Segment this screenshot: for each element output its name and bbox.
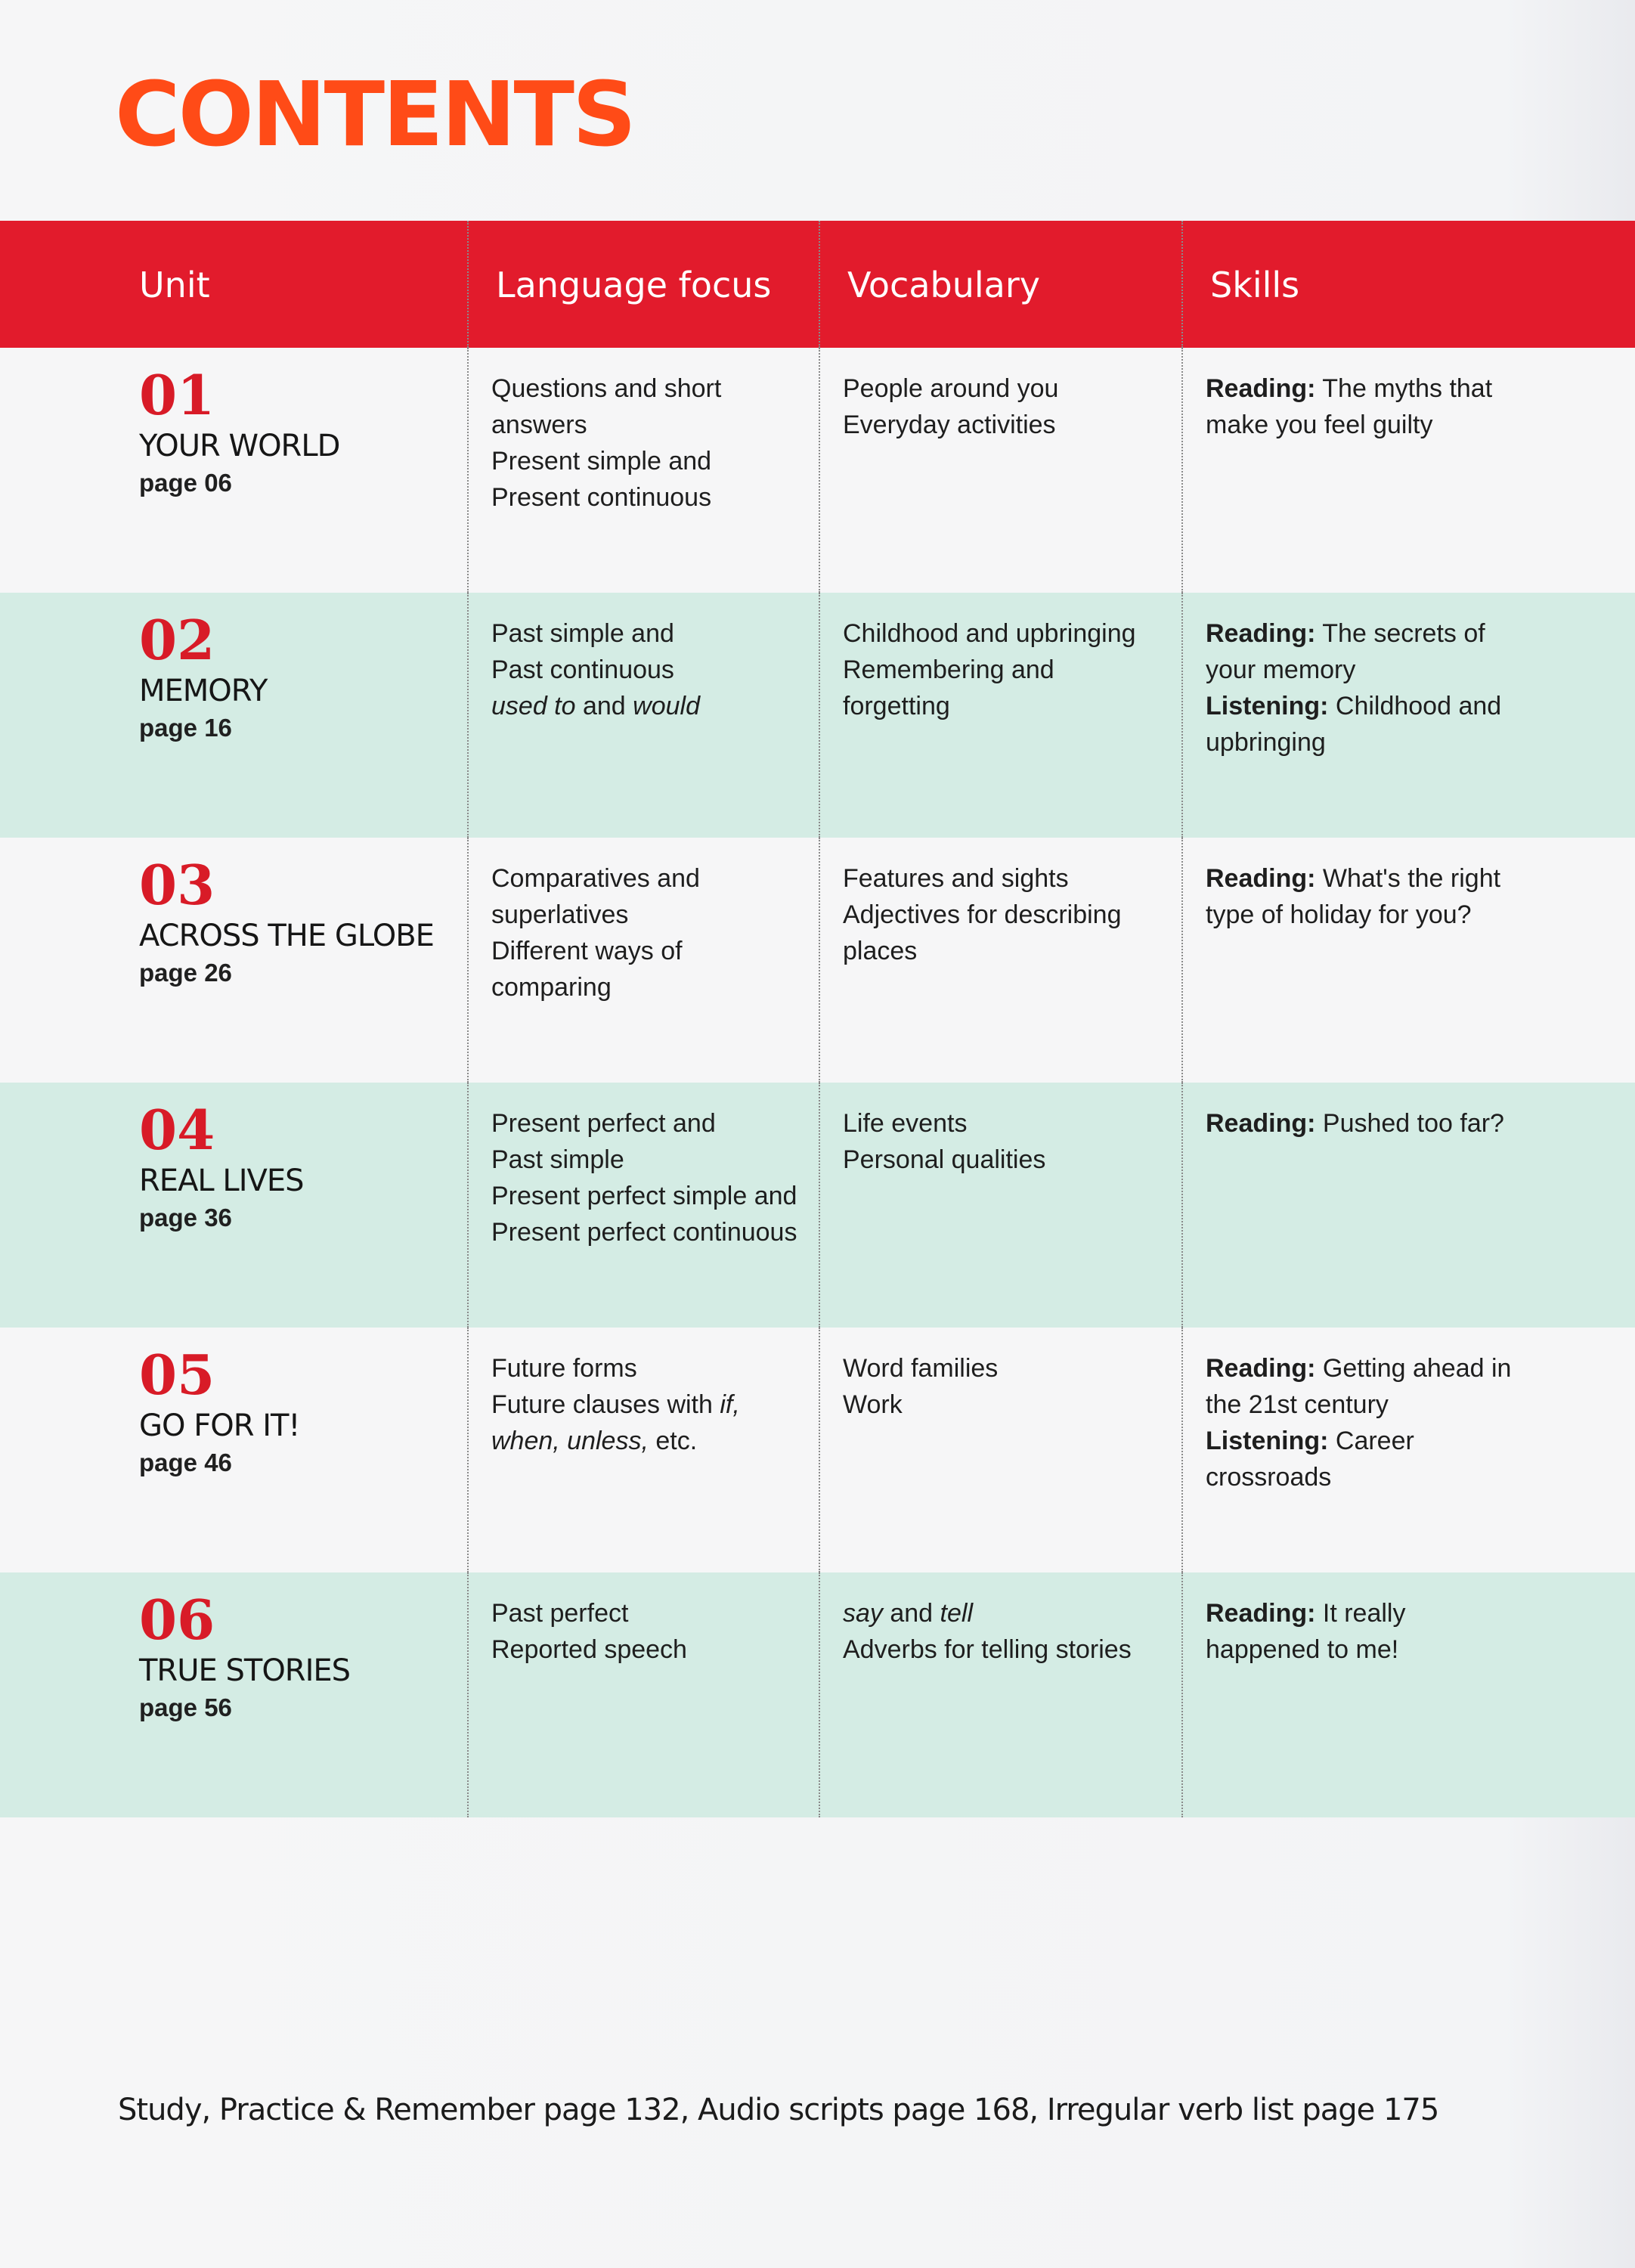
vocabulary-line: Personal qualities (843, 1145, 1046, 1174)
skill-text: The secrets of (1315, 619, 1485, 648)
language-line (491, 688, 819, 724)
unit-name: REAL LIVES (139, 1163, 304, 1198)
language-line: Past simple (491, 1145, 624, 1174)
skill-text: It really (1315, 1599, 1406, 1628)
skills-line (1206, 407, 1635, 443)
header-vocabulary: Vocabulary (820, 221, 1183, 348)
language-line: superlatives (491, 900, 629, 929)
language-line: Past perfect (491, 1599, 629, 1628)
language-focus-cell (469, 1328, 820, 1572)
skills-line (1206, 1387, 1635, 1423)
skills-cell (1183, 593, 1635, 838)
unit-page: page 56 (139, 1693, 232, 1721)
language-line: Present simple and (491, 447, 712, 476)
skill-label: Listening: (1206, 1427, 1329, 1455)
vocabulary-line: Work (843, 1390, 903, 1419)
unit-number: 01 (139, 363, 215, 427)
table-header (0, 221, 1635, 348)
skills-cell (1183, 838, 1635, 1083)
language-focus-cell (469, 348, 820, 593)
skill-text: Childhood and (1328, 692, 1502, 720)
unit-cell (0, 838, 469, 1083)
table-row (0, 838, 1635, 1083)
skills-cell (1183, 1572, 1635, 1817)
skills-line (1206, 688, 1635, 724)
skills-line (1206, 652, 1635, 688)
language-text: Future clauses with (491, 1390, 720, 1419)
unit-name: MEMORY (139, 674, 268, 708)
unit-number: 04 (139, 1098, 215, 1162)
vocabulary-line: Adverbs for telling stories (843, 1635, 1132, 1664)
skills-line (1206, 370, 1635, 407)
skills-cell (1183, 1083, 1635, 1328)
skill-text: Career (1328, 1427, 1414, 1455)
skills-cell (1183, 1328, 1635, 1572)
skills-line (1206, 615, 1635, 652)
contents-table (0, 221, 1635, 1817)
vocabulary-cell (820, 1083, 1183, 1328)
skills-line (1206, 724, 1635, 761)
skill-label: Reading: (1206, 1354, 1316, 1383)
language-line: answers (491, 411, 587, 439)
language-line: Present perfect continuous (491, 1218, 797, 1247)
unit-name: TRUE STORIES (139, 1653, 351, 1688)
language-line: Past continuous (491, 655, 674, 684)
language-line (491, 1387, 819, 1423)
language-focus-cell (469, 838, 820, 1083)
language-line: comparing (491, 973, 612, 1002)
skill-label: Reading: (1206, 1109, 1316, 1138)
unit-page: page 36 (139, 1204, 232, 1232)
skills-line (1206, 1350, 1635, 1387)
vocabulary-line: forgetting (843, 692, 950, 720)
unit-name: YOUR WORLD (139, 429, 340, 463)
skill-label: Listening: (1206, 692, 1329, 720)
language-line: Different ways of (491, 937, 683, 965)
skills-cell (1183, 348, 1635, 593)
unit-page: page 26 (139, 959, 232, 987)
unit-cell (0, 1572, 469, 1817)
language-line: Present perfect simple and (491, 1182, 797, 1210)
language-line: Present continuous (491, 483, 712, 512)
language-focus-cell (469, 1572, 820, 1817)
unit-name: GO FOR IT! (139, 1408, 300, 1443)
skills-line (1206, 1459, 1635, 1495)
skills-line (1206, 1595, 1635, 1631)
vocabulary-cell (820, 348, 1183, 593)
vocabulary-text: and (882, 1599, 940, 1628)
vocabulary-italic: tell (940, 1599, 974, 1628)
header-language-focus: Language focus (469, 221, 820, 348)
language-line: Past simple and (491, 619, 674, 648)
language-text: etc. (648, 1427, 698, 1455)
skill-label: Reading: (1206, 1599, 1316, 1628)
skill-label: Reading: (1206, 864, 1316, 893)
language-italic: used to (491, 692, 576, 720)
language-focus-cell (469, 1083, 820, 1328)
language-italic: when, unless, (491, 1427, 649, 1455)
language-line: Reported speech (491, 1635, 687, 1664)
unit-number: 03 (139, 853, 215, 917)
header-skills: Skills (1210, 265, 1300, 305)
vocabulary-line (843, 1595, 1181, 1631)
skill-label: Reading: (1206, 619, 1316, 648)
header-unit: Unit (0, 221, 469, 348)
vocabulary-cell (820, 1328, 1183, 1572)
skill-text: Getting ahead in (1315, 1354, 1512, 1383)
unit-cell (0, 593, 469, 838)
unit-name: ACROSS THE GLOBE (139, 919, 434, 953)
vocabulary-italic: say (843, 1599, 883, 1628)
unit-page: page 06 (139, 469, 232, 497)
table-row (0, 1328, 1635, 1572)
page-title: CONTENTS (115, 62, 634, 166)
unit-number: 02 (139, 608, 215, 672)
language-line (491, 1423, 819, 1459)
vocabulary-cell (820, 838, 1183, 1083)
table-row (0, 1083, 1635, 1328)
skills-line (1206, 1631, 1635, 1668)
vocabulary-line: Remembering and (843, 655, 1054, 684)
skill-text: the 21st century (1206, 1390, 1389, 1419)
table-row (0, 1572, 1635, 1817)
table-row (0, 348, 1635, 593)
vocabulary-cell (820, 593, 1183, 838)
language-italic: if, (720, 1390, 740, 1419)
skills-line (1206, 1105, 1635, 1142)
vocabulary-line: Everyday activities (843, 411, 1056, 439)
unit-page: page 46 (139, 1448, 232, 1476)
vocabulary-line: Adjectives for describing (843, 900, 1122, 929)
unit-page: page 16 (139, 714, 232, 742)
skill-text: What's the right (1315, 864, 1501, 893)
skill-text: your memory (1206, 655, 1356, 684)
vocabulary-line: places (843, 937, 918, 965)
skill-text: Pushed too far? (1315, 1109, 1504, 1138)
skill-text: The myths that (1315, 374, 1493, 403)
skills-line (1206, 1423, 1635, 1459)
skill-label: Reading: (1206, 374, 1316, 403)
footer-references: Study, Practice & Remember page 132, Audio scripts page 168, Irregular verb list page 175 (118, 2093, 1439, 2127)
skill-text: type of holiday for you? (1206, 900, 1472, 929)
vocabulary-line: Word families (843, 1354, 999, 1383)
unit-number: 06 (139, 1588, 215, 1652)
language-italic: would (633, 692, 700, 720)
vocabulary-cell (820, 1572, 1183, 1817)
table-row (0, 593, 1635, 838)
vocabulary-line: Life events (843, 1109, 968, 1138)
skill-text: happened to me! (1206, 1635, 1399, 1664)
skill-text: upbringing (1206, 728, 1326, 757)
skills-line (1206, 860, 1635, 897)
language-line: Future forms (491, 1354, 637, 1383)
unit-cell (0, 1083, 469, 1328)
skill-text: crossroads (1206, 1463, 1332, 1492)
language-text: and (575, 692, 633, 720)
unit-cell (0, 348, 469, 593)
vocabulary-line: People around you (843, 374, 1059, 403)
language-line: Questions and short (491, 374, 722, 403)
language-focus-cell (469, 593, 820, 838)
unit-cell (0, 1328, 469, 1572)
language-line: Comparatives and (491, 864, 700, 893)
language-line: Present perfect and (491, 1109, 716, 1138)
skill-text: make you feel guilty (1206, 411, 1433, 439)
skills-line (1206, 897, 1635, 933)
vocabulary-line: Childhood and upbringing (843, 619, 1136, 648)
vocabulary-line: Features and sights (843, 864, 1069, 893)
unit-number: 05 (139, 1343, 215, 1407)
